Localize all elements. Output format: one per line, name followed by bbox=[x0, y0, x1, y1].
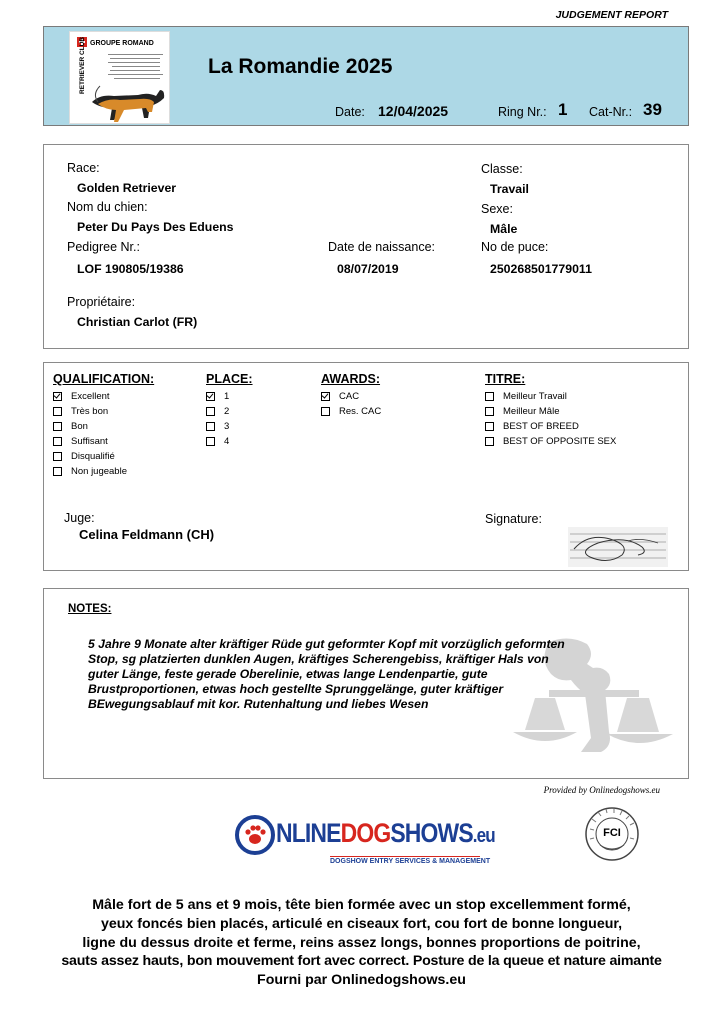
chip-value: 250268501779011 bbox=[490, 262, 592, 276]
checkbox-checked-icon[interactable] bbox=[206, 392, 215, 401]
option-label: CAC bbox=[339, 391, 360, 402]
results-panel bbox=[43, 362, 689, 571]
checkbox-icon[interactable] bbox=[206, 407, 215, 416]
fci-label: FCI bbox=[603, 827, 621, 839]
qualification-group bbox=[53, 372, 154, 479]
notes-text bbox=[88, 637, 678, 712]
brand-divider bbox=[330, 856, 480, 857]
option-label: Disqualifié bbox=[71, 451, 115, 462]
owner-label: Propriétaire: bbox=[67, 295, 136, 309]
option-row[interactable] bbox=[53, 449, 154, 464]
ring-label: Ring Nr.: bbox=[498, 105, 547, 119]
option-row[interactable] bbox=[53, 389, 154, 404]
dog-info-panel bbox=[43, 144, 689, 349]
provided-by-note: Provided by Onlinedogshows.eu bbox=[543, 785, 660, 795]
brand-part-shows: SHOWS bbox=[390, 818, 473, 848]
retriever-club-logo-icon bbox=[70, 32, 170, 124]
option-label: Suffisant bbox=[71, 436, 108, 447]
signature-label: Signature: bbox=[485, 512, 542, 526]
translation-text bbox=[0, 896, 723, 990]
place-group bbox=[206, 372, 253, 449]
onlinedogshows-logo bbox=[234, 812, 495, 872]
brand-wordmark bbox=[276, 818, 495, 849]
notes-line: BEwegungsablauf mit kor. Rutenhaltung und liebes Wesen bbox=[88, 697, 429, 711]
brand-part-online: NLINE bbox=[276, 818, 341, 848]
option-row[interactable] bbox=[206, 389, 253, 404]
sexe-value: Mâle bbox=[490, 222, 518, 236]
fci-seal bbox=[584, 805, 640, 863]
classe-value: Travail bbox=[490, 182, 529, 196]
option-label: Res. CAC bbox=[339, 406, 382, 417]
svg-text:RETRIEVER CLUB: RETRIEVER CLUB bbox=[79, 36, 86, 94]
awards-heading: AWARDS: bbox=[321, 372, 381, 386]
option-label: 2 bbox=[224, 406, 230, 417]
notes-heading: NOTES: bbox=[68, 603, 112, 615]
judge-label: Juge: bbox=[64, 511, 95, 525]
option-label: BEST OF BREED bbox=[503, 421, 579, 432]
cat-number: 39 bbox=[643, 100, 662, 119]
option-label: 3 bbox=[224, 421, 230, 432]
brand-tagline: DOGSHOW ENTRY SERVICES & MANAGEMENT bbox=[330, 858, 491, 865]
notes-panel bbox=[43, 588, 689, 779]
checkbox-icon[interactable] bbox=[485, 392, 494, 401]
signature-image bbox=[568, 527, 668, 567]
signature-scribble-icon bbox=[568, 527, 668, 567]
sexe-label: Sexe: bbox=[481, 202, 513, 216]
option-row[interactable] bbox=[53, 419, 154, 434]
option-label: 4 bbox=[224, 436, 230, 447]
chip-label: No de puce: bbox=[481, 240, 549, 254]
dog-name-label: Nom du chien: bbox=[67, 200, 148, 214]
option-row[interactable] bbox=[53, 464, 154, 479]
brand-part-tld: .eu bbox=[472, 825, 495, 847]
ring-number: 1 bbox=[558, 100, 568, 119]
option-row[interactable] bbox=[485, 404, 616, 419]
checkbox-icon[interactable] bbox=[53, 407, 62, 416]
translation-line: ligne du dessus droite et ferme, reins assez longs, bonnes proportions de poitrine, bbox=[82, 934, 641, 951]
checkbox-checked-icon[interactable] bbox=[53, 392, 62, 401]
titre-heading: TITRE: bbox=[485, 372, 526, 386]
event-title: La Romandie 2025 bbox=[208, 55, 393, 78]
checkbox-icon[interactable] bbox=[53, 437, 62, 446]
club-logo bbox=[69, 31, 170, 124]
option-label: Très bon bbox=[71, 406, 109, 417]
checkbox-icon[interactable] bbox=[53, 467, 62, 476]
option-row[interactable] bbox=[485, 389, 616, 404]
race-label: Race: bbox=[67, 161, 100, 175]
event-date: 12/04/2025 bbox=[378, 103, 449, 119]
option-label: Non jugeable bbox=[71, 466, 127, 477]
birth-label: Date de naissance: bbox=[328, 240, 436, 254]
checkbox-icon[interactable] bbox=[321, 407, 330, 416]
option-label: Meilleur Travail bbox=[503, 391, 567, 402]
translation-line: sauts assez hauts, bon mouvement fort avec correct. Posture de la queue et nature aimante bbox=[61, 953, 662, 970]
checkbox-icon[interactable] bbox=[206, 437, 215, 446]
event-header bbox=[43, 26, 689, 126]
option-row[interactable] bbox=[206, 419, 253, 434]
option-row[interactable] bbox=[321, 404, 381, 419]
option-label: BEST OF OPPOSITE SEX bbox=[503, 436, 617, 447]
checkbox-icon[interactable] bbox=[53, 452, 62, 461]
option-row[interactable] bbox=[485, 419, 616, 434]
birth-value: 08/07/2019 bbox=[337, 262, 399, 276]
option-label: 1 bbox=[224, 391, 230, 402]
report-type-label: JUDGEMENT REPORT bbox=[555, 9, 668, 21]
option-row[interactable] bbox=[485, 434, 616, 449]
notes-line: Brustproportionen, etwas hoch gestellte Sprunggelänge, guter kräftiger bbox=[88, 682, 504, 696]
race-value: Golden Retriever bbox=[77, 181, 177, 195]
date-label: Date: bbox=[335, 105, 365, 119]
checkbox-icon[interactable] bbox=[485, 437, 494, 446]
judge-name: Celina Feldmann (CH) bbox=[79, 527, 215, 542]
option-label: Bon bbox=[71, 421, 88, 432]
option-row[interactable] bbox=[206, 404, 253, 419]
option-row[interactable] bbox=[321, 389, 381, 404]
checkbox-icon[interactable] bbox=[206, 422, 215, 431]
option-row[interactable] bbox=[206, 434, 253, 449]
qualification-heading: QUALIFICATION: bbox=[53, 372, 155, 386]
checkbox-checked-icon[interactable] bbox=[321, 392, 330, 401]
owner-value: Christian Carlot (FR) bbox=[77, 315, 198, 329]
translation-line: Mâle fort de 5 ans et 9 mois, tête bien formée avec un stop excellemment formé, bbox=[92, 897, 631, 913]
notes-line: Stop, sg platzierten dunklen Augen, kräftiges Scherengebiss, kräftiger Hals von bbox=[88, 652, 549, 666]
notes-line: 5 Jahre 9 Monate alter kräftiger Rüde gut geformter Kopf mit vorzüglich geformten bbox=[88, 637, 565, 651]
brand-part-dog: DOG bbox=[340, 818, 391, 848]
checkbox-icon[interactable] bbox=[53, 422, 62, 431]
paw-o-icon bbox=[234, 814, 276, 856]
checkbox-icon[interactable] bbox=[485, 407, 494, 416]
option-label: Meilleur Mâle bbox=[503, 406, 560, 417]
option-label: Excellent bbox=[71, 391, 110, 402]
pedigree-value: LOF 190805/19386 bbox=[77, 262, 184, 276]
svg-text:GROUPE ROMAND: GROUPE ROMAND bbox=[90, 40, 154, 47]
option-row[interactable] bbox=[53, 404, 154, 419]
translation-line: yeux foncés bien placés, articulé en ciseaux fort, cou fort de bonne longueur, bbox=[100, 915, 623, 932]
classe-label: Classe: bbox=[481, 162, 523, 176]
pedigree-label: Pedigree Nr.: bbox=[67, 240, 140, 254]
dog-name-value: Peter Du Pays Des Eduens bbox=[77, 220, 234, 234]
notes-line: guter Länge, feste gerade Oberelinie, etwas lange Lendenpartie, gute bbox=[88, 667, 488, 681]
option-row[interactable] bbox=[53, 434, 154, 449]
place-heading: PLACE: bbox=[206, 372, 253, 386]
titre-group bbox=[485, 372, 616, 449]
cat-label: Cat-Nr.: bbox=[589, 105, 633, 119]
qualification-options bbox=[53, 389, 154, 479]
awards-group bbox=[321, 372, 381, 419]
translation-line: Fourni par Onlinedogshows.eu bbox=[257, 972, 466, 989]
checkbox-icon[interactable] bbox=[485, 422, 494, 431]
